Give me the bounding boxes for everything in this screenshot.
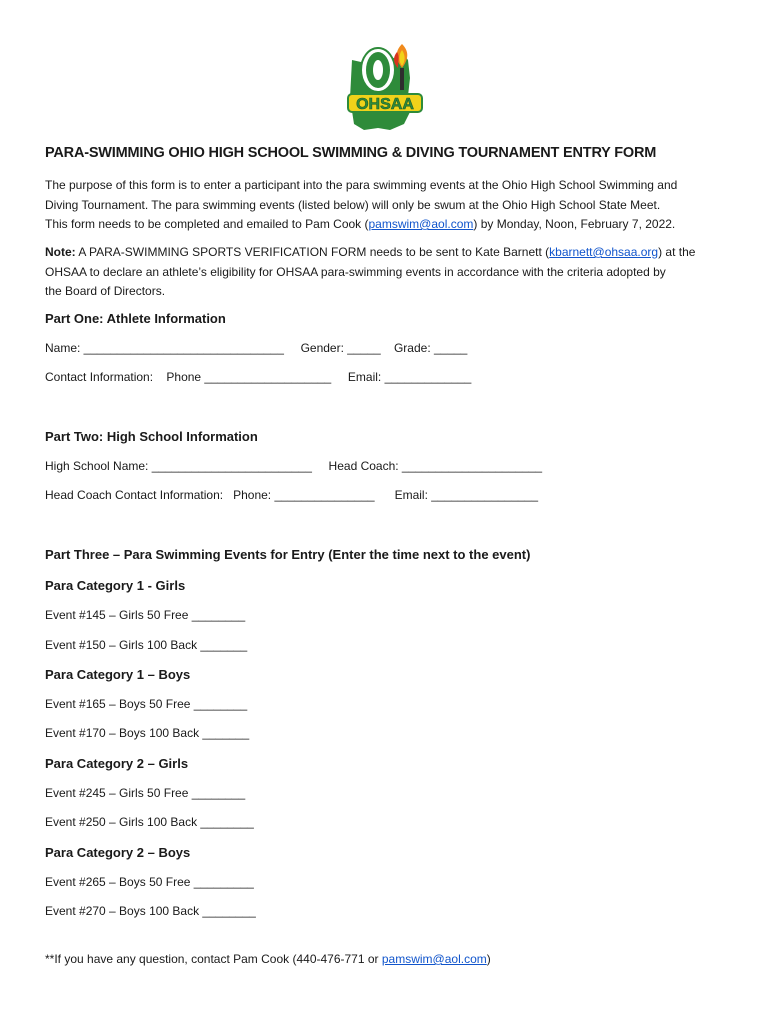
event-line[interactable]: Event #150 – Girls 100 Back _______ <box>45 638 248 652</box>
intro-line-1: The purpose of this form is to enter a participant into the para swimming events at the Ohio High School Swimming and <box>45 178 678 192</box>
note-paragraph <box>45 243 735 302</box>
event-line[interactable]: Event #145 – Girls 50 Free ________ <box>45 608 246 622</box>
logo-text: OHSAA <box>356 96 414 113</box>
intro-deadline: ) by Monday, Noon, February 7, 2022. <box>473 217 676 231</box>
athlete-contact-line[interactable]: Contact Information: Phone ___________________ Email: _____________ <box>45 370 472 384</box>
kate-email-link[interactable]: kbarnett@ohsaa.org <box>549 245 659 259</box>
note-text: A PARA-SWIMMING SPORTS VERIFICATION FORM needs to be sent to Kate Barnett ( <box>75 245 550 259</box>
ohsaa-logo-icon <box>342 38 428 134</box>
event-line[interactable]: Event #265 – Boys 50 Free _________ <box>45 875 254 889</box>
athlete-name-line[interactable]: Name: ______________________________ Gender: _____ Grade: _____ <box>45 341 468 355</box>
note-line-2: OHSAA to declare an athlete’s eligibility for OHSAA para-swimming events in accordance with the criteria adopted by <box>45 264 666 279</box>
footer-contact <box>45 952 491 966</box>
event-line[interactable]: Event #245 – Girls 50 Free ________ <box>45 786 246 800</box>
coach-contact-line[interactable]: Head Coach Contact Information: Phone: _______________ Email: ________________ <box>45 488 539 502</box>
category-heading: Para Category 1 - Girls <box>45 578 186 593</box>
part-two-heading: Part Two: High School Information <box>45 429 258 444</box>
intro-line-3: This form needs to be completed and emailed to Pam Cook ( <box>45 217 369 231</box>
event-line[interactable]: Event #250 – Girls 100 Back ________ <box>45 815 254 829</box>
footer-text: **If you have any question, contact Pam Cook (440-476-771 or <box>45 952 382 966</box>
footer-email-link[interactable]: pamswim@aol.com <box>381 952 487 966</box>
event-line[interactable]: Event #165 – Boys 50 Free ________ <box>45 697 248 711</box>
note-label: Note: <box>45 245 76 259</box>
pam-email-link[interactable]: pamswim@aol.com <box>368 217 474 231</box>
part-one-heading: Part One: Athlete Information <box>45 311 226 326</box>
part-three-heading: Part Three – Para Swimming Events for Entry (Enter the time next to the event) <box>45 547 531 562</box>
school-name-line[interactable]: High School Name: ________________________ Head Coach: _____________________ <box>45 459 543 473</box>
intro-line-2: Diving Tournament. The para swimming events (listed below) will only be swum at the Ohio High School State Meet. <box>45 197 661 212</box>
note-text-end: ) at the <box>658 245 696 259</box>
form-title: PARA-SWIMMING OHIO HIGH SCHOOL SWIMMING & DIVING TOURNAMENT ENTRY FORM <box>45 145 657 161</box>
category-heading: Para Category 2 – Boys <box>45 845 191 860</box>
event-line[interactable]: Event #270 – Boys 100 Back ________ <box>45 904 256 918</box>
category-heading: Para Category 1 – Boys <box>45 667 191 682</box>
intro-paragraph <box>45 176 735 235</box>
event-line[interactable]: Event #170 – Boys 100 Back _______ <box>45 726 250 740</box>
note-line-3: the Board of Directors. <box>45 284 166 298</box>
footer-close-paren: ) <box>486 952 491 966</box>
category-heading: Para Category 2 – Girls <box>45 756 189 771</box>
